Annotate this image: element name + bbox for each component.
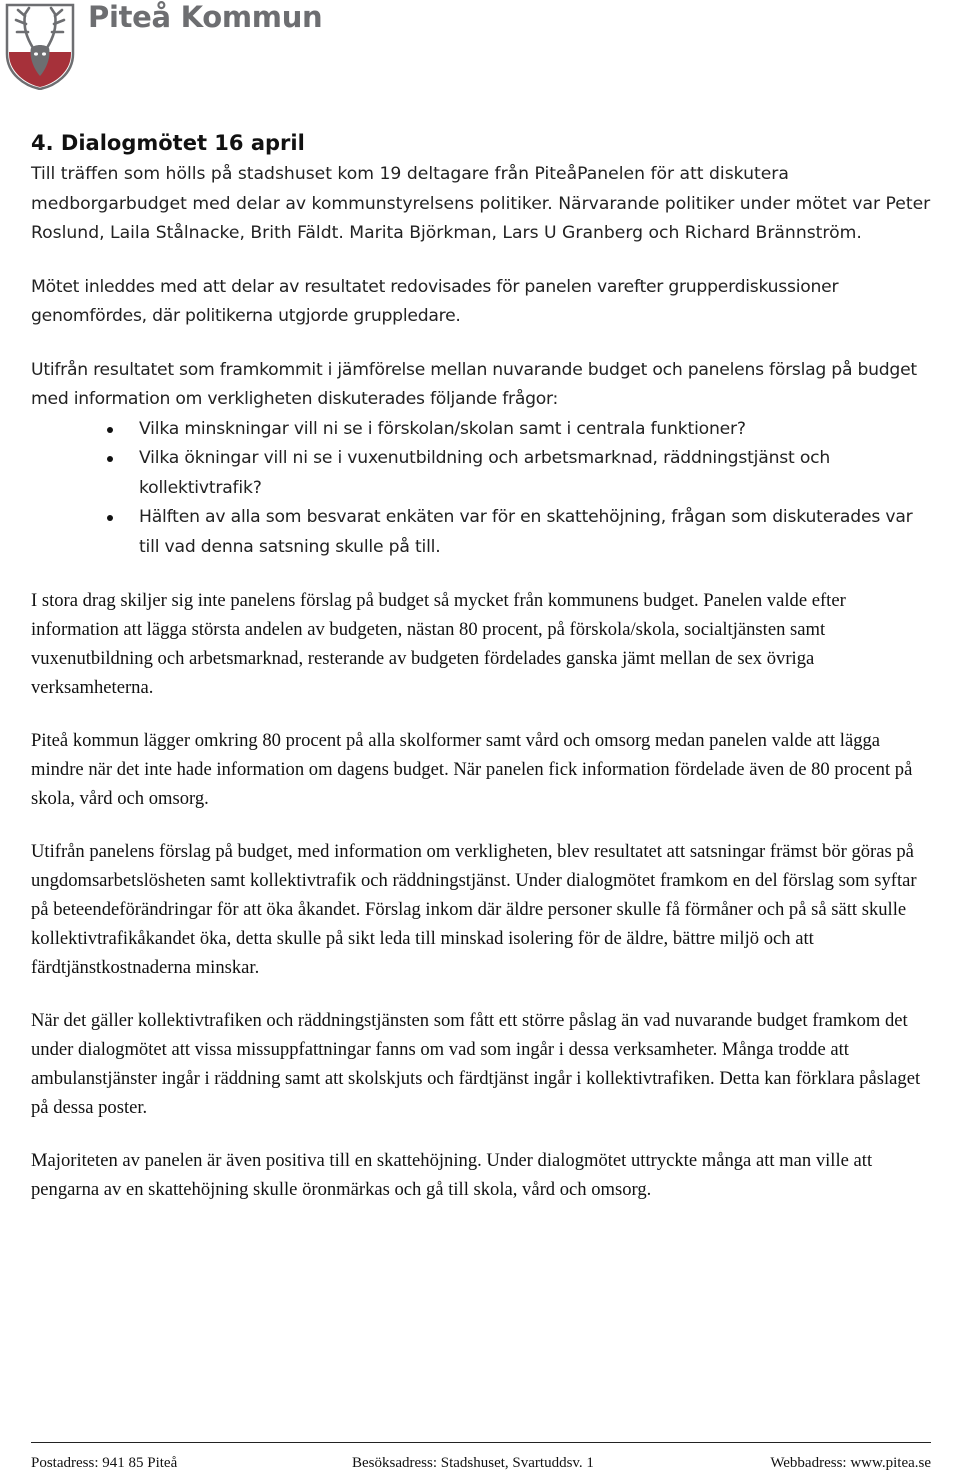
- footer-divider: [31, 1442, 931, 1443]
- document-body: [31, 126, 931, 1204]
- intro-paragraph: Till träffen som hölls på stadshuset kom 19 deltagare från PiteåPanelen för att diskutera medborgarbudget med delar av kommunstyrelsens politiker. Närvarande politiker under mötet var Peter Roslund, Laila Stålnacke, Brith Fäldt. Marita Björkman, Lars U Granberg och Richard Brännström.: [31, 164, 931, 243]
- question-list: [31, 415, 931, 563]
- proposals-paragraph: Utifrån panelens förslag på budget, med information om verkligheten, blev resultatet att satsningar främst bör göras på ungdomsarbetslösheten samt kollektivtrafik och räddningstjänst. Under dialogmötet framkom en del förslag som syftar på beteendeförändringar för att öka åkandet. Förslag inkom där äldre personer skulle få förmåner och på så sätt skulle kollektivtrafikåkandet öka, detta skulle på sikt leda till minskad isolering för de äldre, bättre miljö och att färdtjänstkostnaderna minskar.: [31, 841, 917, 978]
- page-header: [0, 0, 960, 100]
- questions-intro-paragraph: Utifrån resultatet som framkommit i jämförelse mellan nuvarande budget och panelens förslag på budget med information om verkligheten diskuterades följande frågor:: [31, 359, 917, 409]
- list-item: Vilka ökningar vill ni se i vuxenutbildning och arbetsmarknad, räddningstjänst och kollektivtrafik?: [31, 444, 931, 503]
- postal-address: Postadress: 941 85 Piteå: [31, 1455, 178, 1471]
- misunderstandings-paragraph: När det gäller kollektivtrafiken och räddningstjänsten som fått ett större påslag än vad nuvarande budget framkom det under dialogmötet att vissa missuppfattningar fanns om vad som ingår i dessa verksamheter. Många trodde att ambulanstjänster ingår i räddning samt att skolskjuts och färdtjänst ingår i kollektivtrafiken. Detta kan förklara påslaget på dessa poster.: [31, 1010, 921, 1118]
- budget-comparison-paragraph: I stora drag skiljer sig inte panelens förslag på budget så mycket från kommunens budget. Panelen valde efter information att lägga största andelen av budgeten, nästan 80 procent, på förskola/skola, socialtjänsten samt vuxenutbildning och arbetsmarknad, resterande av budgeten fördelades ganska jämt mellan de sex övriga verksamheterna.: [31, 590, 846, 698]
- bullet-icon: [107, 515, 113, 521]
- bullet-icon: [107, 456, 113, 462]
- list-item: Hälften av alla som besvarat enkäten var för en skattehöjning, frågan som diskuterades var till vad denna satsning skulle på till.: [31, 503, 931, 562]
- visiting-address: Besöksadress: Stadshuset, Svartuddsv. 1: [352, 1455, 594, 1471]
- section-heading: 4. Dialogmötet 16 april: [31, 131, 305, 155]
- list-item: Vilka minskningar vill ni se i förskolan/skolan samt i centrala funktioner?: [31, 415, 931, 445]
- tax-increase-paragraph: Majoriteten av panelen är även positiva till en skattehöjning. Under dialogmötet uttryckte många att man ville att pengarna av en skattehöjning skulle öronmärkas och gå till skola, vård och omsorg.: [31, 1150, 873, 1200]
- bullet-icon: [107, 427, 113, 433]
- web-address: Webbadress: www.pitea.se: [770, 1455, 931, 1471]
- school-care-paragraph: Piteå kommun lägger omkring 80 procent på alla skolformer samt vård och omsorg medan panelen valde att lägga mindre när det inte hade information om dagens budget. När panelen fick information fördelade även de 80 procent på skola, vård och omsorg.: [31, 730, 913, 809]
- meeting-paragraph: Mötet inleddes med att delar av resultatet redovisades för panelen varefter grupperdiskussioner genomfördes, där politikerna utgjorde gruppledare.: [31, 276, 839, 326]
- page-footer: [31, 1455, 931, 1475]
- brand-name: Piteå Kommun: [88, 0, 323, 34]
- reindeer-coat-of-arms-icon: [3, 2, 77, 90]
